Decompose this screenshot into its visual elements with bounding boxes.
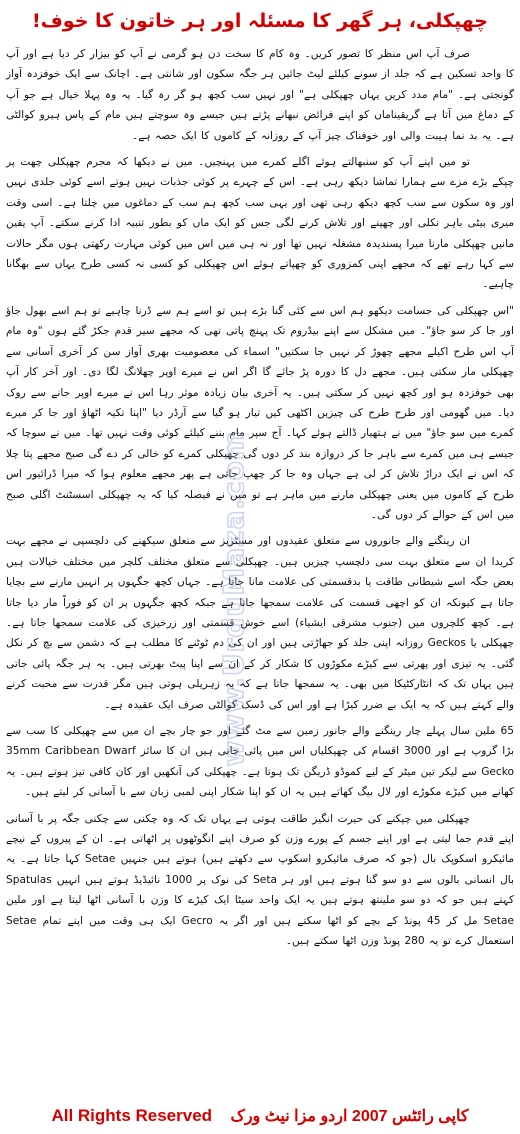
paragraph-6: چھپکلی میں چپکنے کی حیرت انگیز طاقت ہوتی ہے یہاں تک کہ وہ چکنی سے چکنی جگہ پر با آسانی اپنے قدم جما لیتی ہے اور اپنے جسم کے پورے وزن کو صرف اپنے انگوٹھوں پر اٹھاتی ہے۔ ان کے پیروں کے نیچے مائیکرو اسکوپک بال (جو کہ صرف مائیکرو اسکوپ سے دکھتے ہیں) ہوتے ہیں جنہیں Setae کہا جاتا ہے۔ یہ بال انسانی بالوں سے دو سو گنا ہوتے ہیں اور ہر Seta کی نوک پر 1000 نائیڈیڈ ہوتے ہیں انہیں Spatulas کہتے ہیں جو کہ دو سو ملینتھ ہوتے ہیں یہ ایک واحد سیٹا ایک کیڑے کا وزن با آسانی اٹھا لیتا ہے اور ملین Setae مل کر 45 پونڈ کے بچے کو اٹھا سکتے ہیں اور اگر یہ Gecro ایک ہی وقت میں اپنے تمام Setae استعمال کرے تو یہ 280 پونڈ وزن اٹھا سکتے ہیں۔ (6, 812, 514, 948)
paragraph-3: "اس چھپکلی کی جسامت دیکھو ہم اس سے کئی گنا بڑے ہیں تو اسے ہم سے ڈرنا چاہیے تو ہم اسے بھول جاؤ اور جا کر سو جاؤ"۔ میں مشکل سے اپنے بیڈروم تک پہنچ پاتی تھی کہ مجھے سیر قدم جکڑ گئے ہوں "وہ مام آپ اس طرح اکیلے مجھے چھوڑ کر نہیں جا سکتیں" اسماء کی معصومیت بھری آواز سن کر آخری آسانی سے چھپکلی مار سکتی ہیں۔ مجھے دل کا دورہ پڑ جائے گا اگر اس نے میرے اوپر چھلانگ لگا دی۔ اور آخر کار آپ بھی خوفزدہ ہو اور کچھ نہیں کر سکتی ہیں۔ یہ آخری بیان زیادہ موثر رہا اس نے میرے اوپر جانے سے روک دیا۔ میں گھومی اور طرح طرح کی چیزیں اکٹھی کیں تیار ہو گیا سے آرڈر دیا "اپنا تکیہ اٹھاؤ اور جا کر میرے کمرے میں سو جاؤ" میں نے ہتھیار ڈالتے ہوئے کہا۔ آج سپر مام بننے کیلئے کوئی وقت نہیں تھا۔ میں نے سوچا کہ جیسے ہی میں کمرے سے باہر جا کر دروازہ بند کر دوں گی چھپکلی کمرے کو خالی کر دے گی صبح مجھے پتا چلا کہ اس نے ایک دراڑ تلاش کر لی ہے جہاں وہ جا کر چھپ جاتی ہے پھر مجھے معلوم ہوا کہ میرا ڈرائیور اس طرح کے کاموں میں یعنی چھپکلی مارنے میں ماہر ہے تو میں نے فیصلہ کیا کہ یہ چھپکلی اسسٹنٹ اگلی صبح میں اس کے حوالے کر دوں گی۔ (6, 304, 514, 521)
paragraph-4: ان رینگنے والے جانوروں سے متعلق عقیدوں اور مسٹریز سے متعلق سیکھنے کی دلچسپی نے مجھے بہت کریدا ان سے متعلق بہت سی دلچسپ چیزیں ہیں۔ چھپکلی سے متعلق مختلف کلچر میں مختلف خیالات ہیں بعض جگہ اسے شیطانی طاقت یا بدقسمتی کی علامت مانا جاتا ہے۔ جہاں کچھ جگہوں پر انہیں مارنے سے بچایا جاتا ہے کیونکہ ان کو اچھی قسمت کی علامت سمجھا جاتا ہے جبکہ کچھ جگہوں پر ان کو فوراً مار دیا جاتا ہے۔ کچھ کلچروں میں (جنوب مشرقی ایشیاء) اسے خوش قسمتی اور زرخیزی کی علامت سمجھا جاتا ہے۔ چھپکلی یا Geckos روزانہ اپنی جلد کو جھاڑتی ہیں اور ان کی دم ٹوٹنے کا مطلب ہے کہ دشمن سے بچ کر نکل گئی۔ یہ تیزی اور پھرتی سے کیڑے مکوڑوں کا شکار کر کے ان سے اپنا پیٹ بھرتی ہیں۔ یہ ہر جگہ پائی جاتی ہیں یہاں تک کہ انٹارکٹیکا میں بھی۔ یہ سمجھا جاتا ہے کہ یہ زہریلی ہوتی ہیں مگر قدرت سے محبت کرنے والے کہتے ہیں کہ یہ ایک بے ضرر کیڑا ہے اور اس کی ڈسک کوالٹی صرف ایک عقیدہ ہے۔ (6, 535, 514, 711)
rights-text: All Rights Reserved (51, 1106, 213, 1125)
article-body (6, 44, 514, 951)
article-title: چھپکلی، ہر گھر کا مسئلہ اور ہر خاتون کا خوف! (32, 10, 488, 32)
copyright-text: کاپی رائٹس 2007 اردو مزا نیٹ ورک (230, 1108, 469, 1125)
watermark-text: www.UrduMaza.com (217, 430, 250, 767)
paragraph-2: تو میں اپنے آپ کو سنبھالتے ہوئے اگلے کمرے میں پہنچیں۔ میں نے دیکھا کہ مجرم چھپکلی چھت پر چپکے بڑے مزے سے ہمارا تماشا دیکھ رہی ہے۔ اس کے چہرے پر کوئی جذبات نہیں ہوتے اسے کوئی جلدی نہیں اور وہ سکون سے سب کچھ دیکھ رہی تھی اور یہی سب کچھ ہم سب کے دماغوں میں چلتا ہے۔ اسی وقت میری بیٹی باہر نکلی اور چھپنے اور تلاش کرنے لگی جس کو ایک ماں کو بطور تنبیہ ادا کرنے سکتے۔ آپ یقین مانیں چھپکلی مارنا میرا پسندیدہ مشغلہ نہیں تھا اور نہ ہی میں اس میں کوئی مہارت رکھتی ہوں مگر حالات سے کہا رہے تھے کہ مجھے اپنی کمزوری کو چھپاتے ہوئے اس چھپکلی کو کسی نہ کسی طرح یہاں سے بھگانا چاہیے۔ (6, 156, 514, 291)
copyright-footer (0, 1106, 520, 1126)
paragraph-5: 65 ملین سال پہلے چار رینگنے والے جانور زمین سے مٹ گئے اور جو چار بچے ان میں سے چھپکلی کا سب سے بڑا گروپ ہے اور 3000 اقسام کی چھپکلیاں اس میں پائی جاتی ہیں ان کا سائز 35mm Caribbean Dwarf Gecko سے لیکر تین میٹر کے لیے کموڈو ڈریگن تک ہوتا ہے۔ چھپکلی کی آنکھیں اور کان کافی تیز ہوتے ہیں۔ یہ کھانے میں کیڑے مکوڑے اور لال بیگ کھاتے ہیں یہ ان کو اپنا شکار اپنی لمبی زبان سے با آسانی کر لیتے ہیں۔ (6, 725, 514, 799)
paragraph-1: صرف آپ اس منظر کا تصور کریں۔ وہ کام کا سخت دن ہو گرمی نے آپ کو بیزار کر دیا ہے اور آپ کا واحد تسکین ہے کہ جلد از سونے کیلئے لیٹ جائیں ہر جگہ سکون اور شانتی ہے۔ اچانک سے ایک خوفزدہ آواز گونجتی ہے۔ "مام مدد کریں یہاں چھپکلی ہے" اور نہیں سب کچھ ہو گر رہ گیا۔ یہ وہ پہلا خیال ہے جو آپ کے دماغ میں آتا ہے گریقیناماں کو اپنے فرائض نبھانے پڑتے ہیں جیسے وہ سوچتے ہیں مام کے پاس ہیرو کوالٹی ہے۔ یہ بد نما ہیبت والی اور خوفناک چیز آپ کے روزانہ کے کاموں کا ایک حصہ ہے۔ (6, 48, 514, 142)
